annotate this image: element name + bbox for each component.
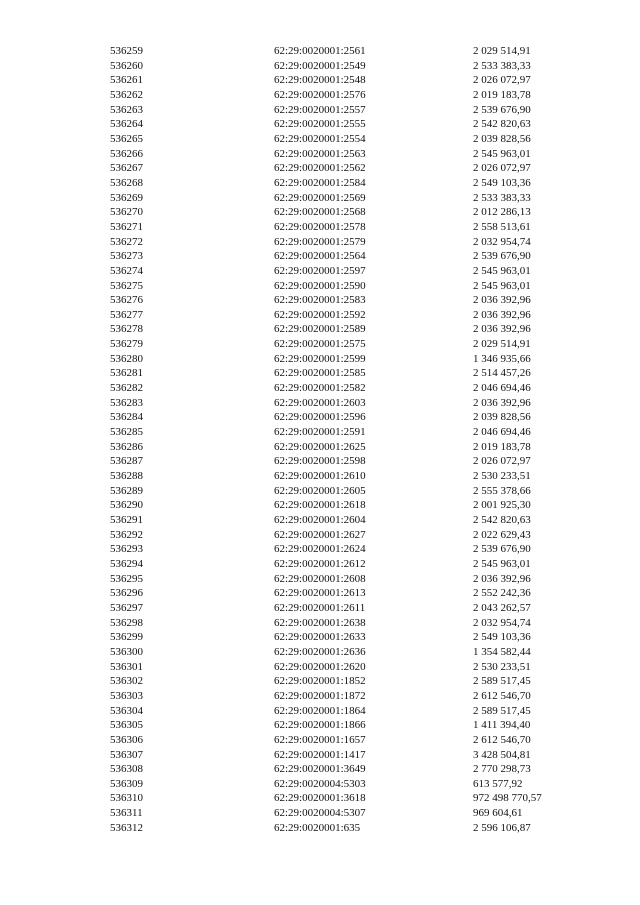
record-number: 536272 — [110, 235, 143, 248]
record-number: 536269 — [110, 191, 143, 204]
table-row — [0, 103, 640, 118]
cadastral-number: 62:29:0020001:2638 — [274, 616, 366, 629]
record-number: 536259 — [110, 45, 143, 57]
record-number: 536275 — [110, 279, 143, 292]
cadastral-number: 62:29:0020001:3649 — [274, 763, 366, 776]
cadastral-number: 62:29:0020001:2597 — [274, 264, 366, 277]
cadastral-value: 2 539 676,90 — [473, 103, 531, 116]
cadastral-value: 2 026 072,97 — [473, 162, 531, 175]
record-number: 536283 — [110, 396, 143, 409]
table-row — [0, 528, 640, 543]
table-row — [0, 132, 640, 147]
cadastral-value: 1 354 582,44 — [473, 645, 531, 658]
record-number: 536263 — [110, 103, 143, 116]
record-number: 536290 — [110, 499, 143, 512]
cadastral-value: 2 036 392,96 — [473, 308, 531, 321]
record-number: 536279 — [110, 338, 143, 351]
record-number: 536285 — [110, 426, 143, 439]
record-number: 536261 — [110, 74, 143, 87]
record-number: 536306 — [110, 733, 143, 746]
cadastral-value: 2 545 963,01 — [473, 264, 531, 277]
table-row — [0, 337, 640, 352]
table-row — [0, 279, 640, 294]
cadastral-number: 62:29:0020001:2625 — [274, 440, 366, 453]
table-row — [0, 762, 640, 777]
cadastral-number: 62:29:0020001:2585 — [274, 367, 366, 380]
table-row — [0, 205, 640, 220]
cadastral-number: 62:29:0020001:2608 — [274, 572, 366, 585]
record-number: 536300 — [110, 645, 143, 658]
cadastral-value: 2 032 954,74 — [473, 616, 531, 629]
cadastral-number: 62:29:0020001:2564 — [274, 250, 366, 263]
cadastral-number: 62:29:0020001:2579 — [274, 235, 366, 248]
record-number: 536287 — [110, 455, 143, 468]
cadastral-number: 62:29:0020001:2624 — [274, 543, 366, 556]
table-row — [0, 59, 640, 74]
cadastral-number: 62:29:0020001:1864 — [274, 704, 366, 717]
cadastral-value: 2 036 392,96 — [473, 396, 531, 409]
table-row — [0, 630, 640, 645]
record-number: 536297 — [110, 601, 143, 614]
cadastral-number: 62:29:0020001:635 — [274, 821, 361, 834]
record-number: 536304 — [110, 704, 143, 717]
record-number: 536277 — [110, 308, 143, 321]
cadastral-number: 62:29:0020001:1852 — [274, 675, 366, 688]
table-row — [0, 484, 640, 499]
record-number: 536282 — [110, 382, 143, 395]
cadastral-value: 2 533 383,33 — [473, 59, 531, 72]
record-number: 536270 — [110, 206, 143, 219]
cadastral-value: 2 542 820,63 — [473, 514, 531, 526]
cadastral-value: 2 542 820,63 — [473, 118, 531, 131]
record-number: 536262 — [110, 88, 143, 101]
record-number: 536295 — [110, 572, 143, 585]
table-row — [0, 542, 640, 557]
cadastral-value: 2 036 392,96 — [473, 572, 531, 585]
cadastral-value: 2 552 242,36 — [473, 587, 531, 600]
cadastral-value: 2 032 954,74 — [473, 235, 531, 248]
record-number: 536276 — [110, 294, 143, 307]
cadastral-value: 2 022 629,43 — [473, 528, 531, 541]
cadastral-value: 969 604,61 — [473, 807, 523, 820]
cadastral-number: 62:29:0020001:2557 — [274, 103, 366, 116]
table-row — [0, 791, 640, 806]
cadastral-number: 62:29:0020001:1872 — [274, 689, 366, 702]
cadastral-value: 2 545 963,01 — [473, 147, 531, 160]
record-number: 536267 — [110, 162, 143, 175]
cadastral-value: 972 498 770,57 — [473, 792, 542, 805]
cadastral-value: 2 558 513,61 — [473, 220, 531, 233]
cadastral-value: 2 019 183,78 — [473, 88, 531, 101]
cadastral-number: 62:29:0020001:2554 — [274, 132, 366, 145]
cadastral-value: 1 346 935,66 — [473, 352, 531, 365]
table-row — [0, 161, 640, 176]
record-number: 536292 — [110, 528, 143, 541]
cadastral-number: 62:29:0020001:2549 — [274, 59, 366, 72]
cadastral-value: 2 612 546,70 — [473, 689, 531, 702]
cadastral-value: 2 589 517,45 — [473, 704, 531, 717]
cadastral-number: 62:29:0020001:2604 — [274, 514, 366, 526]
cadastral-number: 62:29:0020001:2589 — [274, 323, 366, 336]
table-row — [0, 718, 640, 733]
cadastral-number: 62:29:0020001:2582 — [274, 382, 366, 395]
cadastral-number: 62:29:0020004:5303 — [274, 777, 366, 790]
table-row — [0, 147, 640, 162]
table-row — [0, 498, 640, 513]
table-row — [0, 733, 640, 748]
table-row — [0, 689, 640, 704]
cadastral-value: 2 770 298,73 — [473, 763, 531, 776]
cadastral-number: 62:29:0020001:2610 — [274, 470, 366, 483]
cadastral-value: 2 001 925,30 — [473, 499, 531, 512]
table-row — [0, 821, 640, 836]
record-number: 536305 — [110, 719, 143, 732]
cadastral-value: 2 039 828,56 — [473, 132, 531, 145]
record-number: 536302 — [110, 675, 143, 688]
table-row — [0, 235, 640, 250]
table-row — [0, 557, 640, 572]
cadastral-value: 2 039 828,56 — [473, 411, 531, 424]
cadastral-number: 62:29:0020001:1657 — [274, 733, 366, 746]
cadastral-number: 62:29:0020001:2591 — [274, 426, 366, 439]
cadastral-value: 2 036 392,96 — [473, 323, 531, 336]
cadastral-number: 62:29:0020001:2563 — [274, 147, 366, 160]
record-number: 536268 — [110, 176, 143, 189]
cadastral-number: 62:29:0020001:2592 — [274, 308, 366, 321]
table-row — [0, 308, 640, 323]
cadastral-value: 2 533 383,33 — [473, 191, 531, 204]
cadastral-value: 2 545 963,01 — [473, 279, 531, 292]
cadastral-number: 62:29:0020001:1866 — [274, 719, 366, 732]
table-row — [0, 73, 640, 88]
cadastral-value: 2 046 694,46 — [473, 382, 531, 395]
record-number: 536307 — [110, 748, 143, 761]
record-number: 536280 — [110, 352, 143, 365]
table-row — [0, 366, 640, 381]
table-row — [0, 44, 640, 59]
table-row — [0, 381, 640, 396]
cadastral-value: 2 019 183,78 — [473, 440, 531, 453]
record-number: 536296 — [110, 587, 143, 600]
cadastral-value: 2 029 514,91 — [473, 45, 531, 57]
record-number: 536260 — [110, 59, 143, 72]
cadastral-number: 62:29:0020001:2613 — [274, 587, 366, 600]
cadastral-value: 2 514 457,26 — [473, 367, 531, 380]
table-row — [0, 704, 640, 719]
table-row — [0, 586, 640, 601]
cadastral-value: 1 411 394,40 — [473, 719, 531, 732]
cadastral-value: 2 026 072,97 — [473, 74, 531, 87]
cadastral-value: 2 043 262,57 — [473, 601, 531, 614]
cadastral-number: 62:29:0020001:2603 — [274, 396, 366, 409]
record-number: 536310 — [110, 792, 143, 805]
record-number: 536311 — [110, 807, 143, 820]
cadastral-value: 2 549 103,36 — [473, 176, 531, 189]
cadastral-value: 2 545 963,01 — [473, 557, 531, 570]
record-number: 536298 — [110, 616, 143, 629]
cadastral-number: 62:29:0020001:2618 — [274, 499, 366, 512]
table-row — [0, 674, 640, 689]
cadastral-number: 62:29:0020004:5307 — [274, 807, 366, 820]
table-row — [0, 572, 640, 587]
cadastral-value: 2 036 392,96 — [473, 294, 531, 307]
data-table — [0, 44, 640, 835]
cadastral-number: 62:29:0020001:2633 — [274, 631, 366, 644]
table-row — [0, 117, 640, 132]
cadastral-number: 62:29:0020001:2611 — [274, 601, 366, 614]
record-number: 536289 — [110, 484, 143, 497]
table-row — [0, 748, 640, 763]
cadastral-value: 2 549 103,36 — [473, 631, 531, 644]
cadastral-value: 2 530 233,51 — [473, 470, 531, 483]
cadastral-value: 2 539 676,90 — [473, 250, 531, 263]
record-number: 536303 — [110, 689, 143, 702]
table-row — [0, 806, 640, 821]
cadastral-number: 62:29:0020001:2620 — [274, 660, 366, 673]
cadastral-value: 613 577,92 — [473, 777, 523, 790]
cadastral-value: 2 555 378,66 — [473, 484, 531, 497]
cadastral-number: 62:29:0020001:2636 — [274, 645, 366, 658]
record-number: 536291 — [110, 514, 143, 526]
record-number: 536308 — [110, 763, 143, 776]
cadastral-number: 62:29:0020001:2555 — [274, 118, 366, 131]
cadastral-number: 62:29:0020001:2627 — [274, 528, 366, 541]
table-row — [0, 777, 640, 792]
cadastral-value: 2 530 233,51 — [473, 660, 531, 673]
record-number: 536299 — [110, 631, 143, 644]
cadastral-value: 3 428 504,81 — [473, 748, 531, 761]
table-row — [0, 513, 640, 528]
cadastral-value: 2 612 546,70 — [473, 733, 531, 746]
record-number: 536273 — [110, 250, 143, 263]
table-row — [0, 410, 640, 425]
record-number: 536271 — [110, 220, 143, 233]
record-number: 536265 — [110, 132, 143, 145]
record-number: 536278 — [110, 323, 143, 336]
cadastral-number: 62:29:0020001:3618 — [274, 792, 366, 805]
record-number: 536312 — [110, 821, 143, 834]
cadastral-value: 2 026 072,97 — [473, 455, 531, 468]
table-row — [0, 601, 640, 616]
record-number: 536266 — [110, 147, 143, 160]
table-row — [0, 191, 640, 206]
cadastral-number: 62:29:0020001:2583 — [274, 294, 366, 307]
record-number: 536288 — [110, 470, 143, 483]
table-row — [0, 469, 640, 484]
table-row — [0, 264, 640, 279]
cadastral-number: 62:29:0020001:1417 — [274, 748, 366, 761]
table-row — [0, 322, 640, 337]
table-row — [0, 660, 640, 675]
cadastral-number: 62:29:0020001:2599 — [274, 352, 366, 365]
cadastral-number: 62:29:0020001:2584 — [274, 176, 366, 189]
table-row — [0, 645, 640, 660]
cadastral-number: 62:29:0020001:2569 — [274, 191, 366, 204]
cadastral-value: 2 012 286,13 — [473, 206, 531, 219]
cadastral-value: 2 029 514,91 — [473, 338, 531, 351]
table-row — [0, 176, 640, 191]
cadastral-number: 62:29:0020001:2578 — [274, 220, 366, 233]
table-row — [0, 249, 640, 264]
record-number: 536309 — [110, 777, 143, 790]
record-number: 536281 — [110, 367, 143, 380]
table-row — [0, 396, 640, 411]
cadastral-number: 62:29:0020001:2590 — [274, 279, 366, 292]
cadastral-number: 62:29:0020001:2561 — [274, 45, 366, 57]
cadastral-value: 2 046 694,46 — [473, 426, 531, 439]
cadastral-value: 2 596 106,87 — [473, 821, 531, 834]
cadastral-number: 62:29:0020001:2598 — [274, 455, 366, 468]
record-number: 536264 — [110, 118, 143, 131]
record-number: 536286 — [110, 440, 143, 453]
record-number: 536301 — [110, 660, 143, 673]
cadastral-number: 62:29:0020001:2605 — [274, 484, 366, 497]
cadastral-number: 62:29:0020001:2575 — [274, 338, 366, 351]
record-number: 536274 — [110, 264, 143, 277]
table-row — [0, 616, 640, 631]
cadastral-number: 62:29:0020001:2576 — [274, 88, 366, 101]
cadastral-number: 62:29:0020001:2596 — [274, 411, 366, 424]
table-row — [0, 454, 640, 469]
record-number: 536294 — [110, 557, 143, 570]
cadastral-number: 62:29:0020001:2562 — [274, 162, 366, 175]
table-row — [0, 88, 640, 103]
table-row — [0, 352, 640, 367]
cadastral-value: 2 589 517,45 — [473, 675, 531, 688]
table-row — [0, 425, 640, 440]
table-row — [0, 220, 640, 235]
cadastral-number: 62:29:0020001:2548 — [274, 74, 366, 87]
record-number: 536293 — [110, 543, 143, 556]
cadastral-number: 62:29:0020001:2612 — [274, 557, 366, 570]
cadastral-number: 62:29:0020001:2568 — [274, 206, 366, 219]
record-number: 536284 — [110, 411, 143, 424]
cadastral-value: 2 539 676,90 — [473, 543, 531, 556]
table-row — [0, 440, 640, 455]
table-row — [0, 293, 640, 308]
